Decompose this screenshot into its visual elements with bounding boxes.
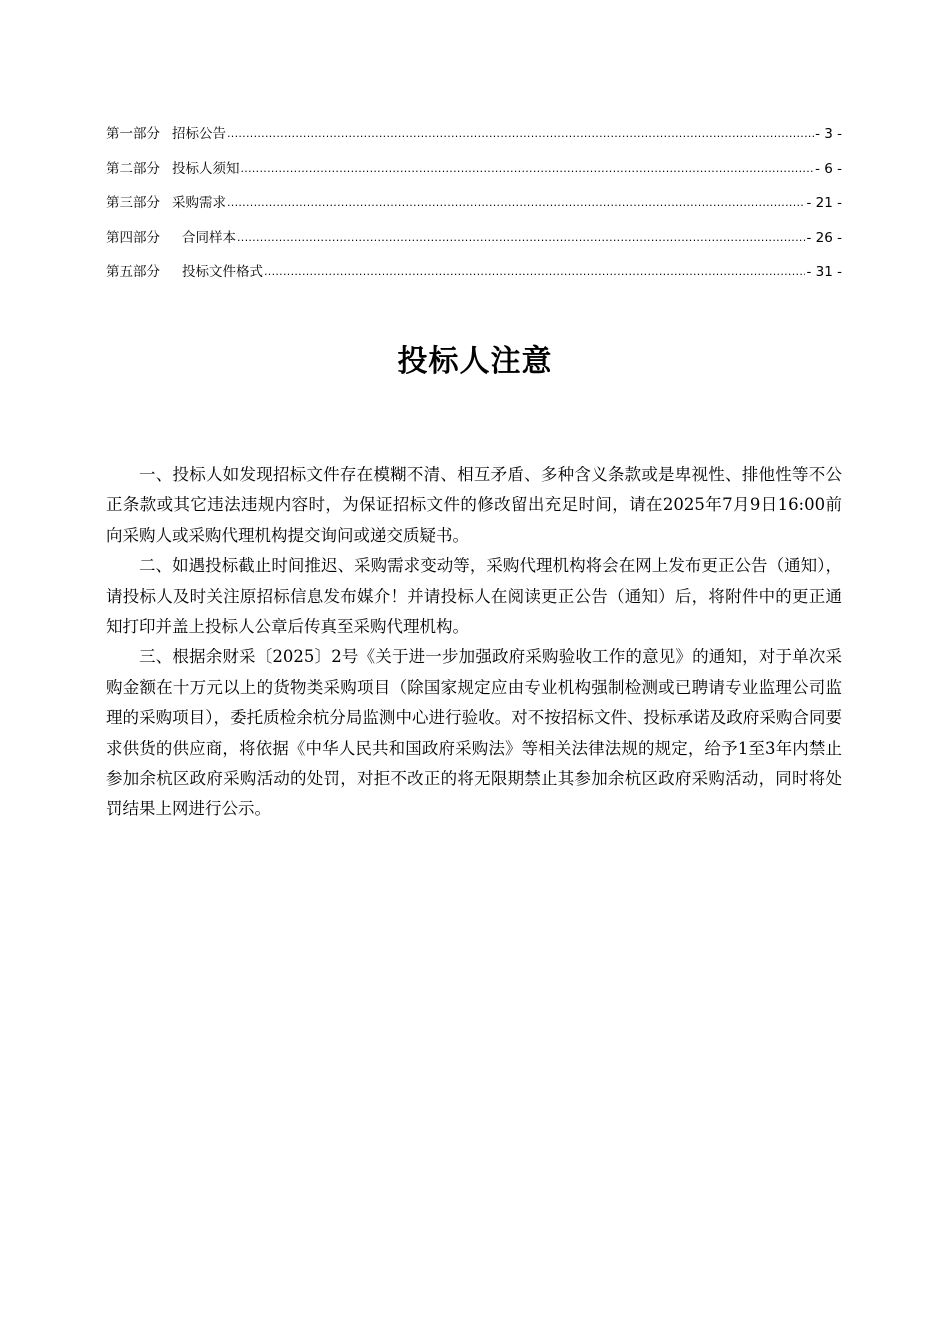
toc-part-label: 第三部分 <box>106 195 160 211</box>
toc-entry[interactable] <box>106 157 842 192</box>
toc-part-label: 第四部分 <box>106 229 160 246</box>
toc-title: 投标文件格式 <box>182 264 263 280</box>
notice-paragraph: 二、如遇投标截止时间推迟、采购需求变动等，采购代理机构将会在网上发布更正公告（通知），请投标人及时关注原招标信息发布媒介！并请投标人在阅读更正公告（通知）后，将附件中的更正通知打印并盖上投标人公章后传真至采购代理机构。 <box>106 556 842 637</box>
toc-entry[interactable] <box>106 191 842 226</box>
notice-heading: 投标人注意 <box>397 344 553 379</box>
toc-entry[interactable] <box>106 226 842 261</box>
toc-dot-leader <box>227 124 814 138</box>
notice-paragraph: 三、根据余财采〔2025〕2号《关于进一步加强政府采购验收工作的意见》的通知，对于单次采购金额在十万元以上的货物类采购项目（除国家规定应由专业机构强制检测或已聘请专业监理公司监理的采购项目），委托质检余杭分局监测中心进行验收。对不按招标文件、投标承诺及政府采购合同要求供货的供应商，将依据《中华人民共和国政府采购法》等相关法律法规的规定，给予1至3年内禁止参加余杭区政府采购活动的处罚，对拒不改正的将无限期禁止其参加余杭区政府采购活动，同时将处罚结果上网进行公示。 <box>106 647 842 819</box>
toc-page-number: - 3 - <box>815 126 842 142</box>
toc-title: 投标人须知 <box>172 160 240 177</box>
toc-entry[interactable] <box>106 260 842 295</box>
toc-page-number: - 21 - <box>806 195 842 211</box>
toc-dot-leader <box>227 193 805 207</box>
toc-entry[interactable] <box>106 122 842 157</box>
toc-dot-leader <box>237 228 805 242</box>
toc-page-number: - 26 - <box>806 229 842 246</box>
toc-part-label: 第五部分 <box>106 264 160 280</box>
toc-title: 招标公告 <box>172 126 226 142</box>
table-of-contents <box>106 122 842 295</box>
notice-body <box>106 460 842 825</box>
toc-dot-leader <box>264 262 805 276</box>
toc-part-label: 第一部分 <box>106 126 160 142</box>
toc-title: 合同样本 <box>182 229 236 246</box>
notice-paragraph: 一、投标人如发现招标文件存在模糊不清、相互矛盾、多种含义条款或是卑视性、排他性等不公正条款或其它违法违规内容时，为保证招标文件的修改留出充足时间，请在2025年7月9日16:00前向采购人或采购代理机构提交询问或递交质疑书。 <box>106 465 842 545</box>
toc-page-number: - 6 - <box>815 160 842 177</box>
toc-part-label: 第二部分 <box>106 160 160 177</box>
toc-page-number: - 31 - <box>806 264 842 280</box>
toc-title: 采购需求 <box>172 195 226 211</box>
toc-dot-leader <box>241 159 815 173</box>
